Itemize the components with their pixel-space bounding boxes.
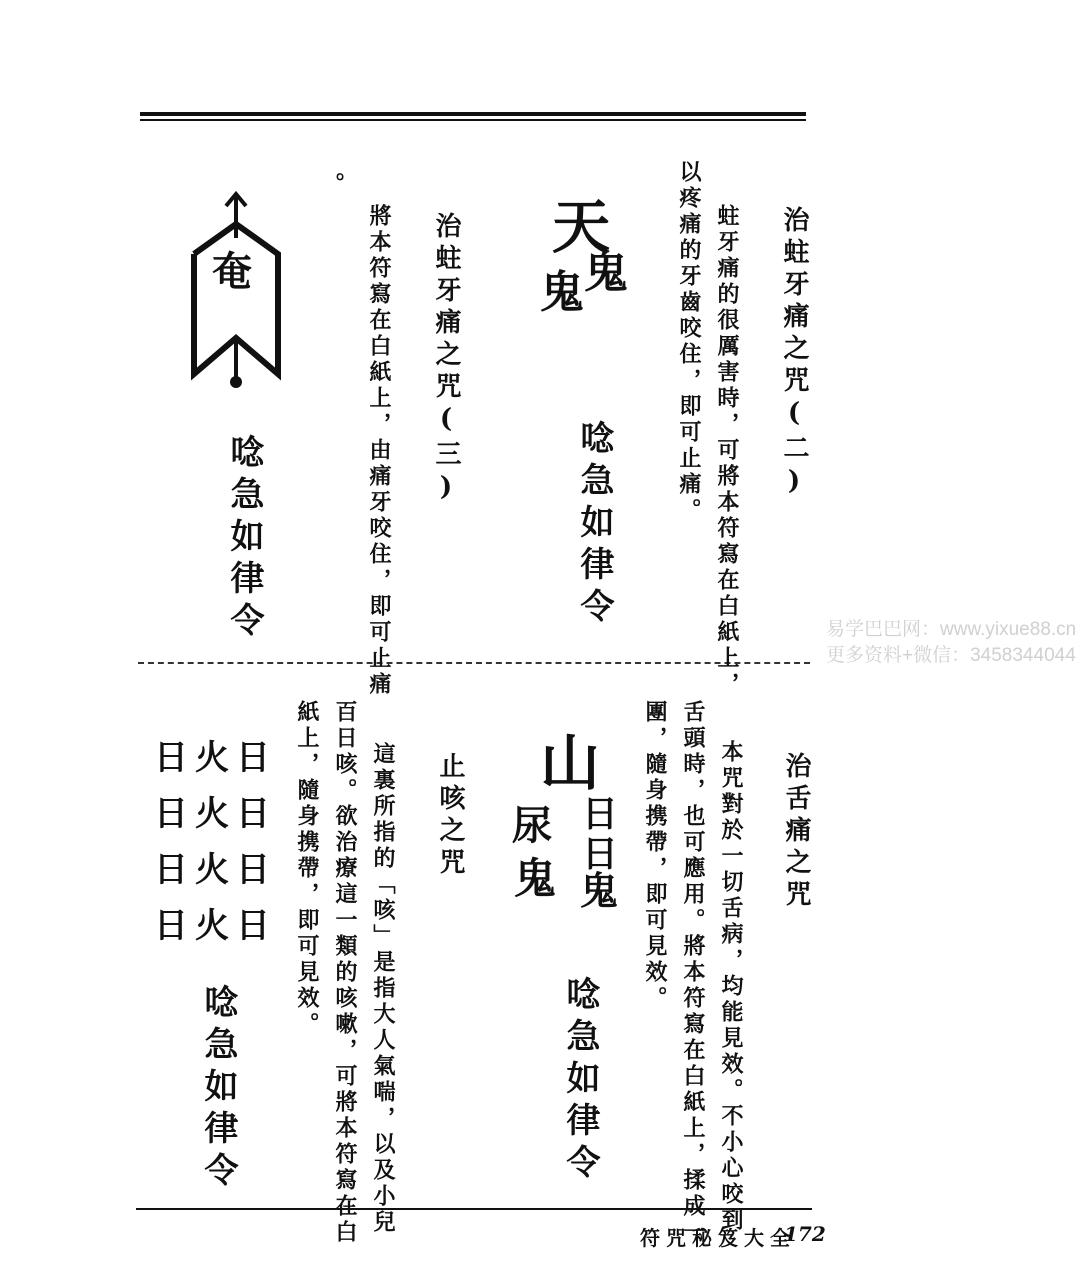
- watermark-line-1: 易学巴巴网：www.yixue88.cn: [826, 619, 1077, 640]
- chant-text: 唸急如律令: [560, 976, 600, 1186]
- grid-cell: 火: [195, 794, 229, 834]
- section-body-line: 將本符寫在白紙上，由痛牙咬住，即可止痛: [366, 204, 392, 698]
- grid-row: [154, 898, 270, 954]
- grid-cell: 日: [154, 906, 188, 946]
- chant-text: 唸急如律令: [574, 420, 614, 630]
- talisman-char: 天: [552, 193, 611, 261]
- section-body-line: 以疼痛的牙齒咬住，即可止痛。: [676, 160, 702, 524]
- section-body-line: 本咒對於一切舌病，均能見效。不小心咬到: [718, 740, 744, 1234]
- book-title: 符咒秘笈大全: [640, 1226, 796, 1250]
- talisman-char: 山: [540, 729, 600, 799]
- section-title-tongue-pain: 治舌痛之咒: [781, 752, 811, 912]
- grid-row: [154, 730, 270, 786]
- talisman-char: 奄: [212, 249, 252, 295]
- section-body-line: 紙上，隨身携帶，即可見效。: [294, 700, 320, 1038]
- grid-cell: 火: [195, 850, 229, 890]
- section-body-line: 這裏所指的「咳」是指大人氣喘，以及小兒: [370, 742, 396, 1236]
- chant-text: 唸急如律令: [224, 434, 264, 644]
- grid-row: [154, 786, 270, 842]
- chant-text: 唸急如律令: [198, 984, 238, 1194]
- section-body-line: 團，隨身携帶，即可見效。: [642, 700, 668, 1012]
- top-rule: [140, 112, 806, 116]
- grid-row: [154, 842, 270, 898]
- talisman-char: 鬼: [580, 869, 619, 913]
- section-body-line: 舌頭時，也可應用。將本符寫在白紙上，揉成一: [680, 700, 706, 1246]
- talisman-char: 鬼: [540, 267, 584, 318]
- grid-cell: 日: [154, 738, 188, 778]
- top-rule-thin: [140, 119, 806, 121]
- section-title-toothache-2: 治蛀牙痛之咒(二): [779, 206, 809, 502]
- grid-cell: 日: [236, 794, 270, 834]
- talisman-char: 尿: [512, 803, 552, 849]
- grid-cell: 日: [236, 906, 270, 946]
- talisman-char: 鬼: [584, 247, 628, 298]
- section-body-line: 百日咳。欲治療這一類的咳嗽，可將本符寫在白: [332, 700, 358, 1246]
- page-number: 172: [784, 1222, 826, 1246]
- watermark-line-2: 更多资料+微信：3458344044: [826, 645, 1076, 666]
- section-body-line: 。: [336, 158, 363, 184]
- cough-talisman-grid: [154, 730, 270, 954]
- grid-cell: 火: [195, 738, 229, 778]
- section-title-toothache-3: 治蛀牙痛之咒(三): [431, 212, 461, 508]
- talisman-char: 日: [582, 794, 619, 835]
- section-title-cough: 止咳之咒: [435, 752, 465, 880]
- middle-dashed-rule: [138, 662, 810, 664]
- talisman-char: 鬼: [514, 854, 557, 903]
- section-body-line: 蛀牙痛的很厲害時，可將本符寫在白紙上，: [714, 204, 740, 698]
- grid-cell: 火: [195, 906, 229, 946]
- talisman-char: 日: [582, 834, 619, 875]
- grid-cell: 日: [236, 850, 270, 890]
- grid-cell: 日: [154, 850, 188, 890]
- grid-cell: 日: [154, 794, 188, 834]
- bottom-rule: [136, 1208, 812, 1210]
- grid-cell: 日: [236, 738, 270, 778]
